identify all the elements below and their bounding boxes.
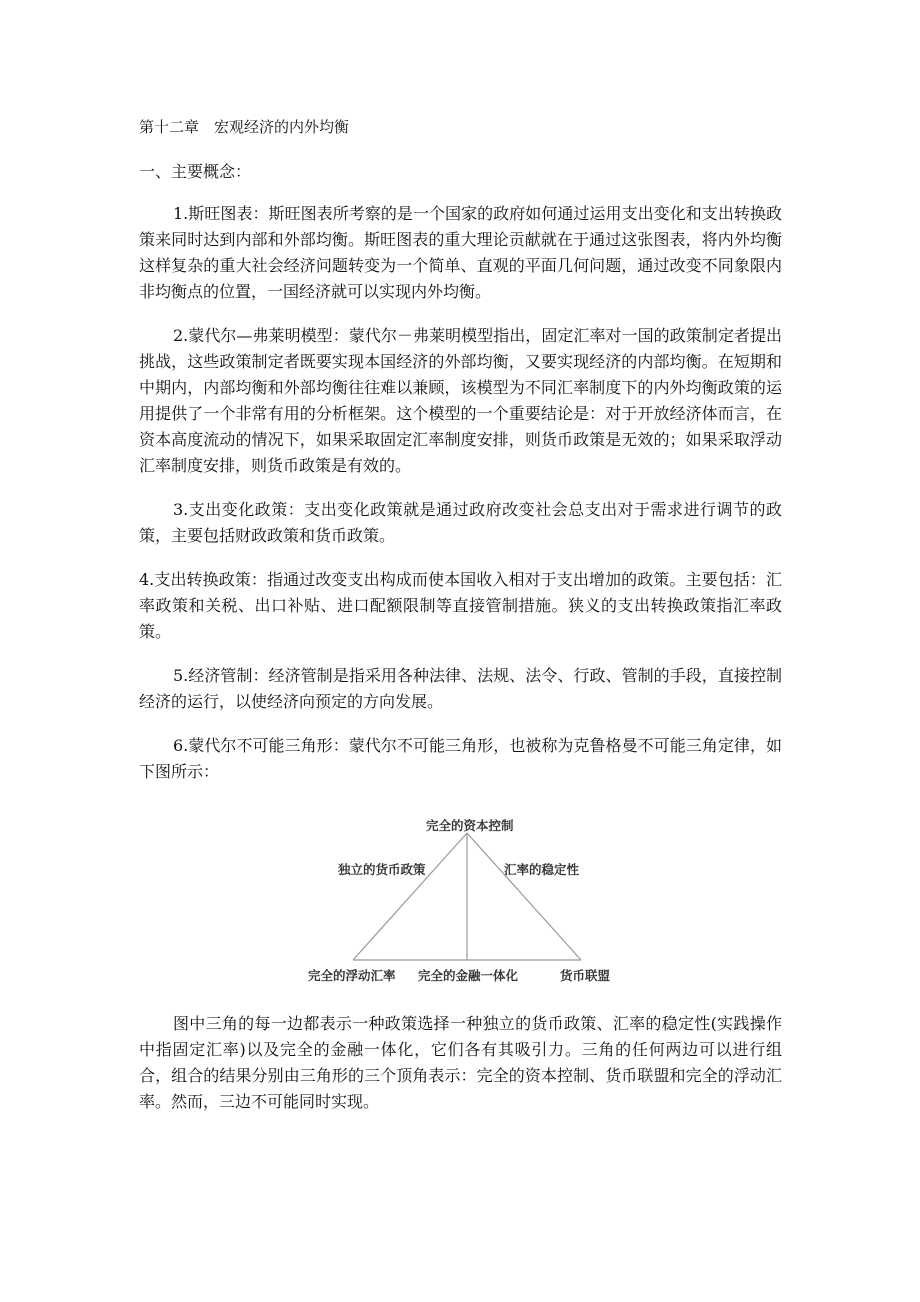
chapter-title: 第十二章 宏观经济的内外均衡 bbox=[139, 118, 350, 136]
right-side-label: 汇率的稳定性 bbox=[504, 862, 580, 877]
document-page bbox=[139, 114, 782, 1133]
bottom-right-label: 货币联盟 bbox=[560, 968, 611, 983]
paragraph-expenditure-changing: 3.支出变化政策：支出变化政策就是通过政府改变社会总支出对于需求进行调节的政策，主要包括财政政策和货币政策。 bbox=[139, 500, 782, 545]
paragraph-expenditure-switching: 4.支出转换政策：指通过改变支出构成而使本国收入相对于支出增加的政策。主要包括：汇率政策和关税、出口补贴、进口配额限制等直接管制措施。狭义的支出转换政策指汇率政策。 bbox=[139, 570, 782, 641]
section-heading: 一、主要概念： bbox=[139, 162, 252, 181]
impossible-trinity-diagram bbox=[296, 803, 626, 985]
bottom-center-label: 完全的金融一体化 bbox=[418, 968, 519, 983]
paragraph-diagram-explanation: 图中三角的每一边都表示一种政策选择一种独立的货币政策、汇率的稳定性(实践操作中指固定汇率)以及完全的金融一体化，它们各有其吸引力。三角的任何两边可以进行组合，组合的结果分别由三角形的三个顶角表示：完全的资本控制、货币联盟和完全的浮动汇率。然而，三边不可能同时实现。 bbox=[139, 1014, 782, 1111]
bottom-left-label: 完全的浮动汇率 bbox=[308, 968, 396, 983]
paragraph-economic-control: 5.经济管制：经济管制是指采用各种法律、法规、法令、行政、管制的手段，直接控制经济的运行，以使经济向预定的方向发展。 bbox=[139, 666, 782, 711]
triangle-right-side bbox=[467, 833, 581, 960]
apex-label: 完全的资本控制 bbox=[426, 818, 514, 833]
left-side-label: 独立的货币政策 bbox=[338, 862, 426, 877]
paragraph-mundell-fleming: 2.蒙代尔—弗莱明模型：蒙代尔－弗莱明模型指出，固定汇率对一国的政策制定者提出挑战，这些政策制定者既要实现本国经济的外部均衡，又要实现经济的内部均衡。在短期和中期内，内部均衡和外部均衡往往难以兼顾，该模型为不同汇率制度下的内外均衡政策的运用提供了一个非常有用的分析框架。这个模型的一个重要结论是：对于开放经济体而言，在资本高度流动的情况下，如果采取固定汇率制度安排，则货币政策是无效的；如果采取浮动汇率制度安排，则货币政策是有效的。 bbox=[139, 326, 782, 475]
paragraph-swan-diagram: 1.斯旺图表：斯旺图表所考察的是一个国家的政府如何通过运用支出变化和支出转换政策来同时达到内部和外部均衡。斯旺图表的重大理论贡献就在于通过这张图表，将内外均衡这样复杂的重大社会经济问题转变为一个简单、直观的平面几何问题，通过改变不同象限内非均衡点的位置，一国经济就可以实现内外均衡。 bbox=[139, 204, 782, 301]
triangle-left-side bbox=[353, 833, 467, 960]
paragraph-impossible-trinity: 6.蒙代尔不可能三角形：蒙代尔不可能三角形，也被称为克鲁格曼不可能三角定律，如下图所示： bbox=[139, 736, 782, 781]
